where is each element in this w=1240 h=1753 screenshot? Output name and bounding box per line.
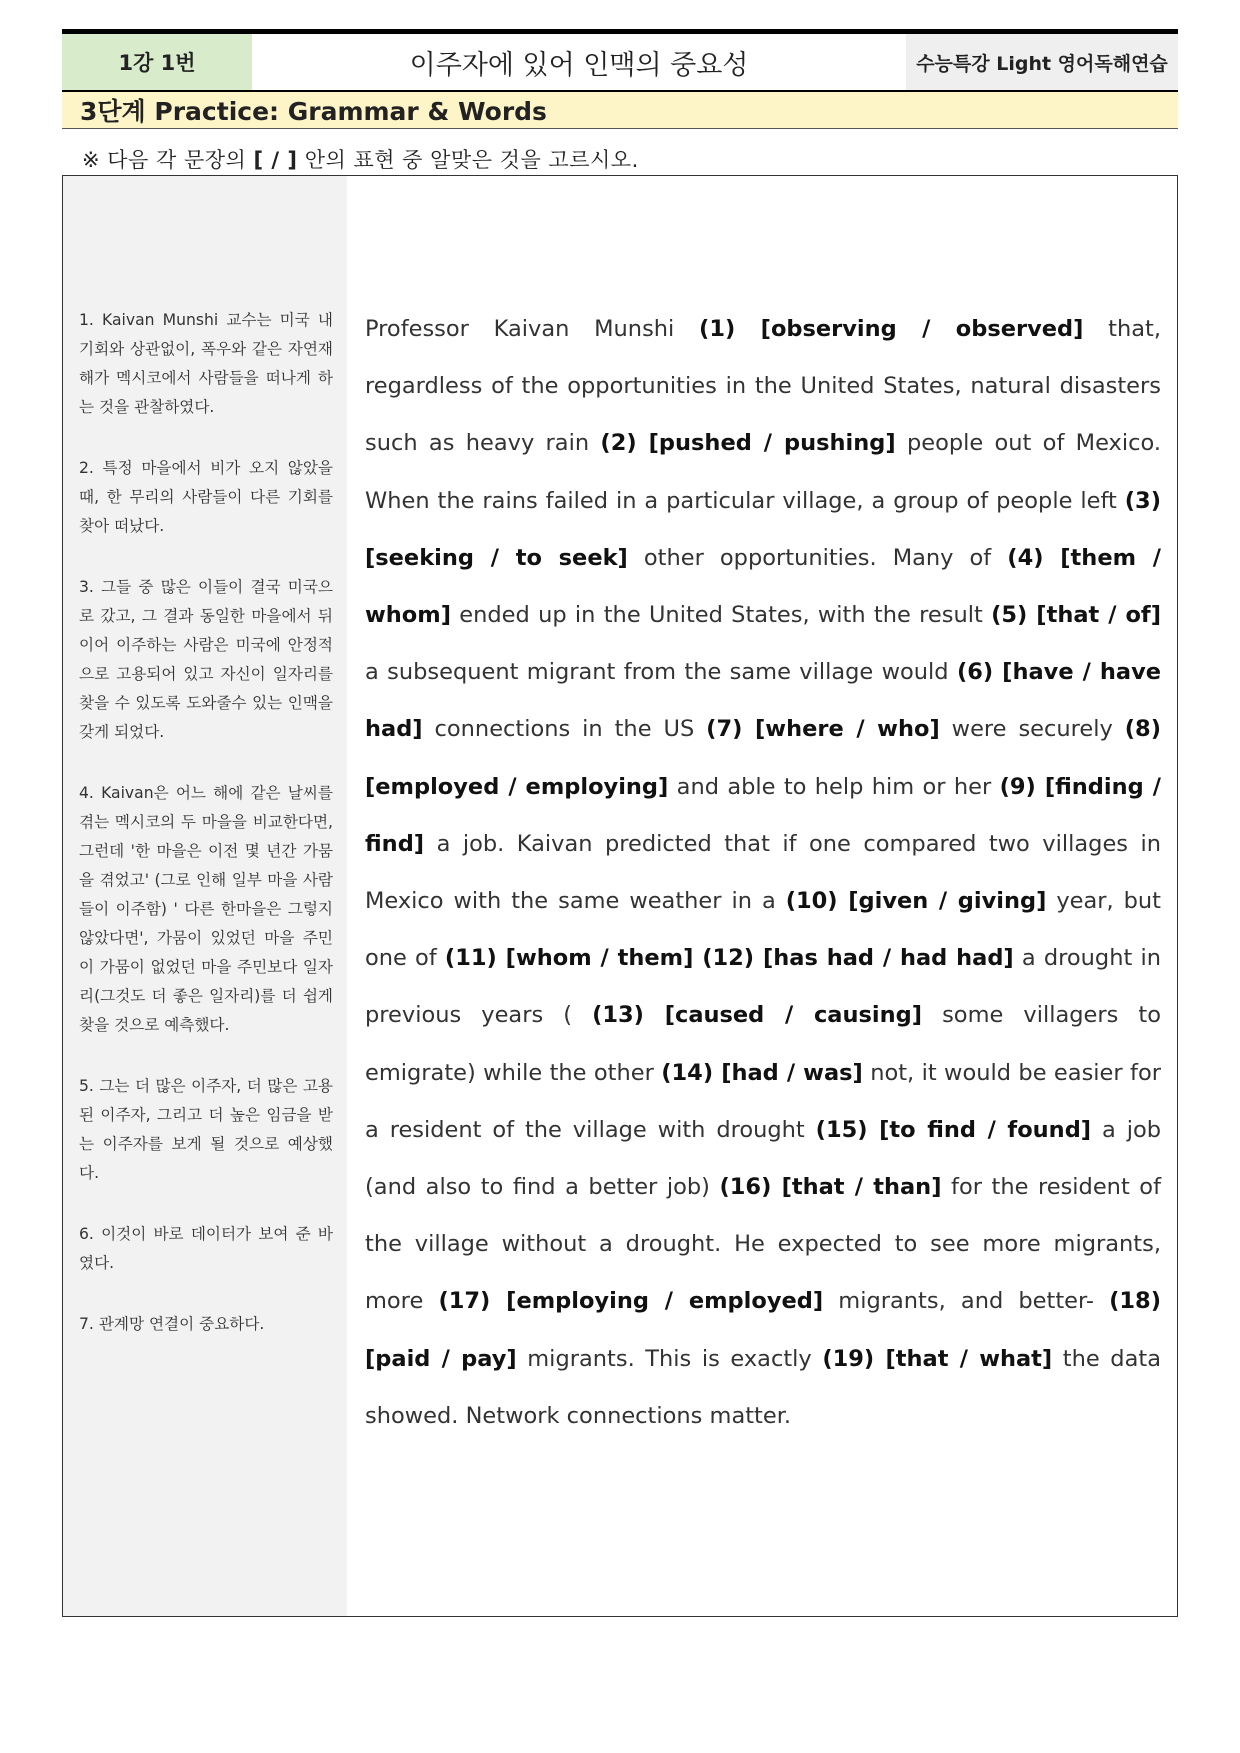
passage-segment: a subsequent migrant from the same village would [365,659,957,686]
passage-segment: connections in the US [422,716,707,743]
translation-item: 7. 관계망 연결이 중요하다. [79,1315,265,1333]
grammar-choice: (7) [where / who] [706,716,940,743]
passage-segment: and able to help him or her [668,773,1000,800]
instruction-suffix: 안의 표현 중 알맞은 것을 고르시오. [297,148,639,172]
passage-text [365,301,1161,1445]
grammar-choice: (6) [have / have had] [365,659,1161,743]
passage-column [347,176,1177,1616]
grammar-choice: (11) [whom / them] (12) [has had / had had] [444,945,1014,972]
translation-item: 6. 이것이 바로 데이터가 보여 준 바였다. [79,1225,333,1272]
grammar-choice: (10) [given / giving] [785,888,1047,915]
translation-item: 4. Kaivan은 어느 해에 같은 날씨를 겪는 멕시코의 두 마을을 비교한다면, 그런데 '한 마을은 이전 몇 년간 가뭄을 겪었고' (그로 인해 일부 마을 사람들이 이주함) ' 다른 한마을은 그렇지 않았다면', 가뭄이 있었던 마을 주민이 가뭄이 없었던 마을 주민보다 일자리(그것도 더 좋은 일자리)를 더 쉽게 찾을 것으로 예측했다. [79,784,333,1034]
grammar-choice: (5) [that / of] [991,602,1161,629]
grammar-choice: (2) [pushed / pushing] [600,430,896,457]
instruction-prefix: ※ 다음 각 문장의 [82,148,254,172]
grammar-choice: (18) [paid / pay] [365,1288,1161,1372]
grammar-choice: (9) [finding / find] [365,773,1161,857]
passage-segment: some villagers to emigrate) while the other [365,1002,1161,1086]
page-title: 이주자에 있어 인맥의 중요성 [409,49,749,81]
lesson-number: 1강 1번 [62,34,252,90]
grammar-choice: (17) [employing / employed] [438,1288,824,1315]
grammar-choice: (15) [to find / found] [815,1116,1092,1143]
header-bar [62,34,1178,92]
passage-segment: not, it would be easier for a resident of the village with drought [365,1059,1161,1143]
grammar-choice: (8) [employed / employing] [365,716,1161,800]
grammar-choice: (19) [that / what] [822,1345,1053,1372]
passage-segment: ended up in the United States, with the result [451,602,992,629]
stage-bar [62,92,1178,129]
translation-column [63,176,347,1616]
translation-item: 2. 특정 마을에서 비가 오지 않았을 때, 한 무리의 사람들이 다른 기회를 찾아 떠났다. [79,459,333,535]
book-title: 수능특강 Light 영어독해연습 [906,34,1178,90]
instruction-bracket: [ / ] [253,148,298,172]
grammar-choice: (14) [had / was] [661,1059,863,1086]
passage-segment: migrants. This is exactly [516,1345,823,1372]
passage-segment: Professor Kaivan Munshi [365,316,700,342]
passage-segment: a job. Kaivan predicted that if one compared two villages in Mexico with the same weather in a [365,830,1161,915]
translation-item: 5. 그는 더 많은 이주자, 더 많은 고용된 이주자, 그리고 더 높은 임금을 받는 이주자를 보게 될 것으로 예상했다. [79,1077,333,1182]
passage-segment: the data showed. Network connections matter. [365,1345,1161,1429]
passage-segment: people out of Mexico. When the rains failed in a particular village, a group of people left [365,430,1161,514]
translation-item: 3. 그들 중 많은 이들이 결국 미국으로 갔고, 그 결과 동일한 마을에서 뒤이어 이주하는 사람은 미국에 안정적으로 고용되어 있고 자신이 일자리를 찾을 수 있도록 도와줄수 있는 인맥을 갖게 되었다. [79,578,333,741]
passage-segment: for the resident of the village without a drought. He expected to see more migrants, more [365,1174,1161,1315]
grammar-choice: (3) [seeking / to seek] [365,487,1161,571]
grammar-choice: (1) [observing / observed] [699,316,1084,342]
stage-title: 3단계 Practice: Grammar & Words [80,97,547,126]
instruction [82,144,639,174]
passage-segment: that, regardless of the opportunities in the United States, natural disasters such as heavy rain [365,316,1161,457]
grammar-choice: (4) [them / whom] [365,544,1161,629]
grammar-choice: (16) [that / than] [719,1174,942,1201]
passage-segment: a drought in previous years ( [365,945,1161,1029]
passage-segment: a job (and also to find a better job) [365,1116,1161,1201]
grammar-choice: (13) [caused / causing] [592,1002,923,1029]
translation-item: 1. Kaivan Munshi 교수는 미국 내 기회와 상관없이, 폭우와 같은 자연재해가 멕시코에서 사람들을 떠나게 하는 것을 관찰하였다. [79,311,333,416]
passage-segment: other opportunities. Many of [627,544,1008,571]
exercise-box [62,175,1178,1617]
passage-segment: migrants, and better- [823,1288,1110,1315]
passage-segment: were securely [939,716,1125,743]
passage-segment: year, but one of [365,888,1161,972]
